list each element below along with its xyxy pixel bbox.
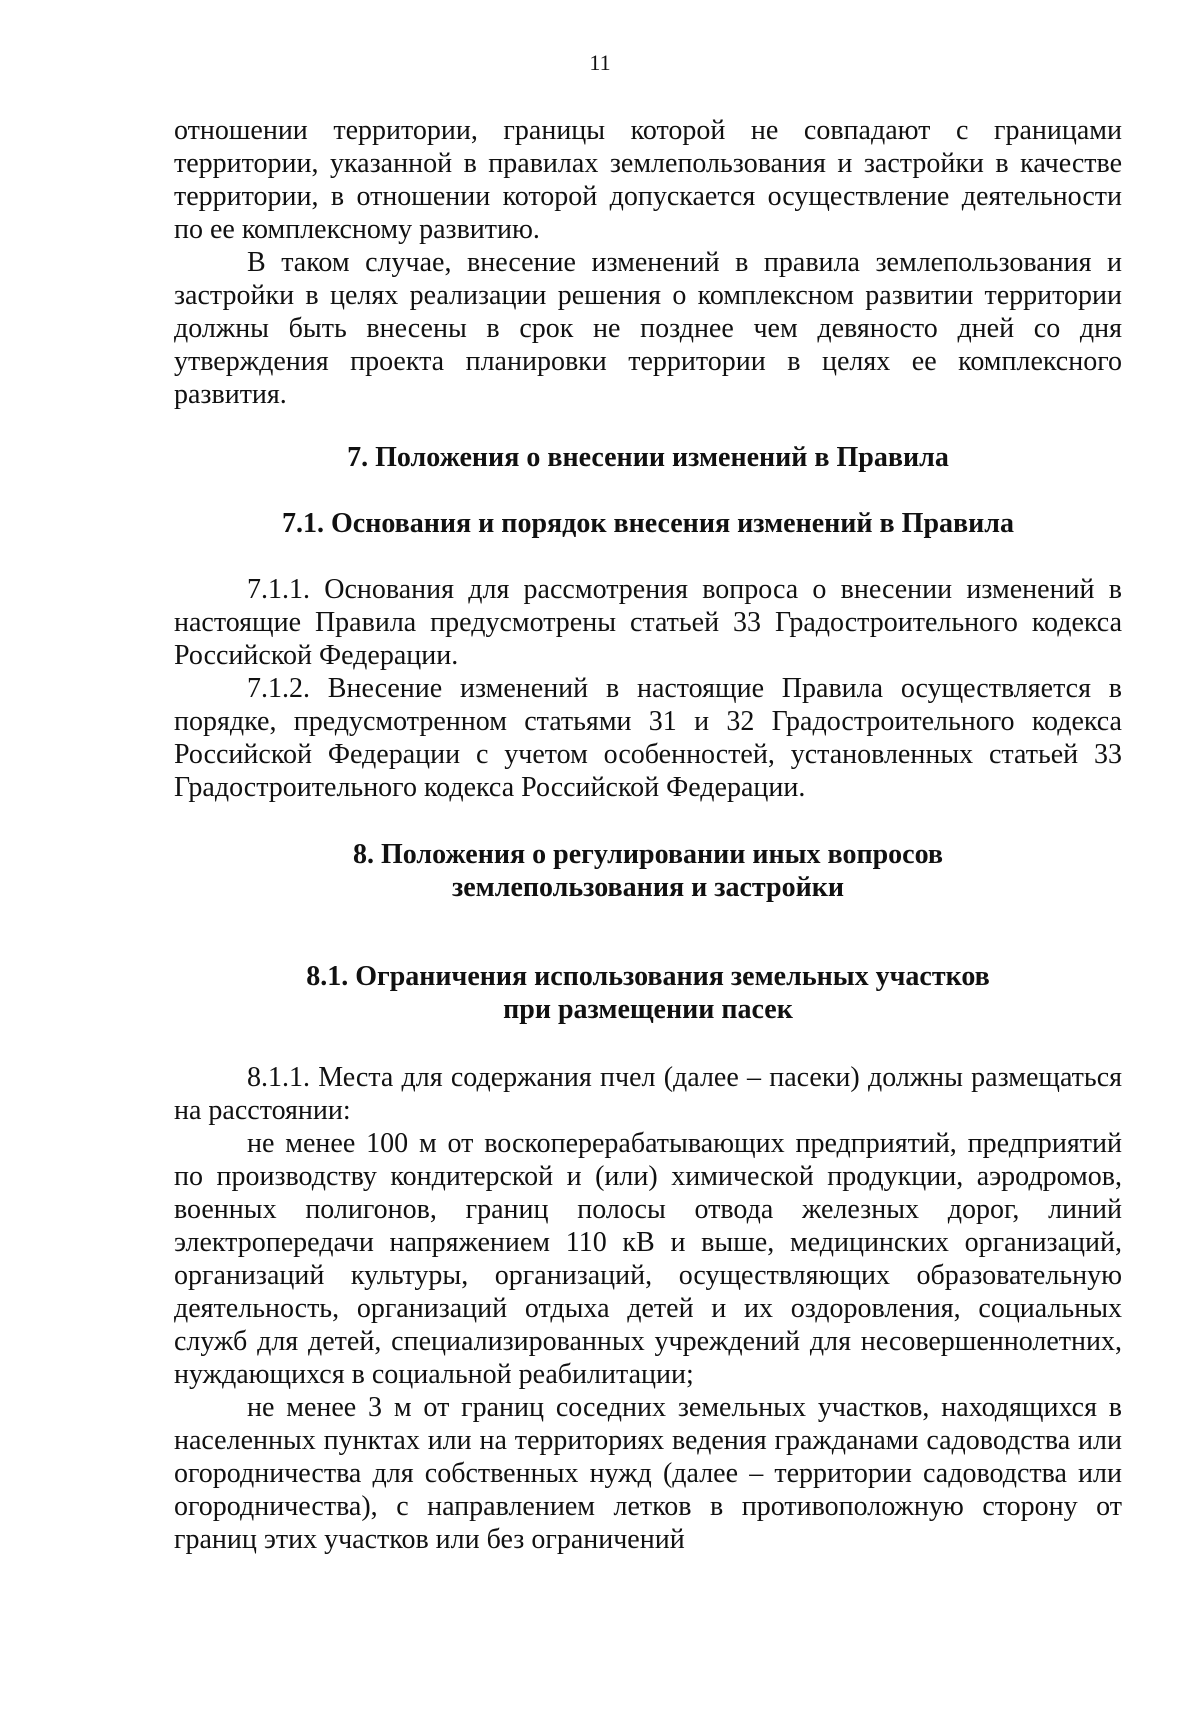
page-number: 11 — [589, 50, 611, 75]
section-7-1-title: 7.1. Основания и порядок внесения изменений в Правила — [282, 508, 1014, 539]
section-8-title — [174, 838, 1122, 904]
list-item-100m: не менее 100 м от воскоперерабатывающих предприятий, предприятий по производству кондитерской и (или) химической продукции, аэродромов, военных полигонов, границ полосы отвода железных дорог, линий электропередачи напряжением 110 кВ и выше, медицинских организаций, организаций культуры, организаций, осуществляющих образовательную деятельность, организаций отдыха детей и их оздоровления, социальных служб для детей, специализированных учреждений для несовершеннолетних, нуждающихся в социальной реабилитации; — [174, 1128, 1122, 1390]
continuation-paragraph: отношении территории, границы которой не совпадают с границами территории, указанной в правилах землепользования и застройки в качестве территории, в отношении которой допускается осуществление деятельности по ее комплексному развитию. — [174, 115, 1122, 245]
section-8-1-title-line2: при размещении пасек — [503, 994, 793, 1025]
section-7-title: 7. Положения о внесении изменений в Правила — [347, 442, 949, 473]
item-7-1-2: 7.1.2. Внесение изменений в настоящие Правила осуществляется в порядке, предусмотренном статьями 31 и 32 Градостроительного кодекса Российской Федерации с учетом особенностей, установленных статьей 33 Градостроительного кодекса Российской Федерации. — [174, 673, 1122, 803]
paragraph-in-such-case: В таком случае, внесение изменений в правила землепользования и застройки в целях реализации решения о комплексном развитии территории должны быть внесены в срок не позднее чем девяносто дней со дня утверждения проекта планировки территории в целях ее комплексного развития. — [174, 247, 1122, 410]
section-8-1-title-line1: 8.1. Ограничения использования земельных участков — [306, 961, 990, 992]
section-8-title-line1: 8. Положения о регулировании иных вопросов — [352, 839, 944, 870]
section-8-1-title — [174, 960, 1122, 1026]
item-8-1-1: 8.1.1. Места для содержания пчел (далее – пасеки) должны размещаться на расстоянии: — [174, 1062, 1122, 1126]
document-body — [174, 114, 1122, 1556]
section-8-title-line2: землепользования и застройки — [452, 872, 844, 903]
list-item-3m: не менее 3 м от границ соседних земельных участков, находящихся в населенных пунктах или на территориях ведения гражданами садоводства или огородничества для собственных нужд (далее – территории садоводства или огородничества), с направлением летков в противоположную сторону от границ этих участков или без ограничений — [174, 1392, 1122, 1555]
item-7-1-1: 7.1.1. Основания для рассмотрения вопроса о внесении изменений в настоящие Правила предусмотрены статьей 33 Градостроительного кодекса Российской Федерации. — [174, 574, 1122, 671]
